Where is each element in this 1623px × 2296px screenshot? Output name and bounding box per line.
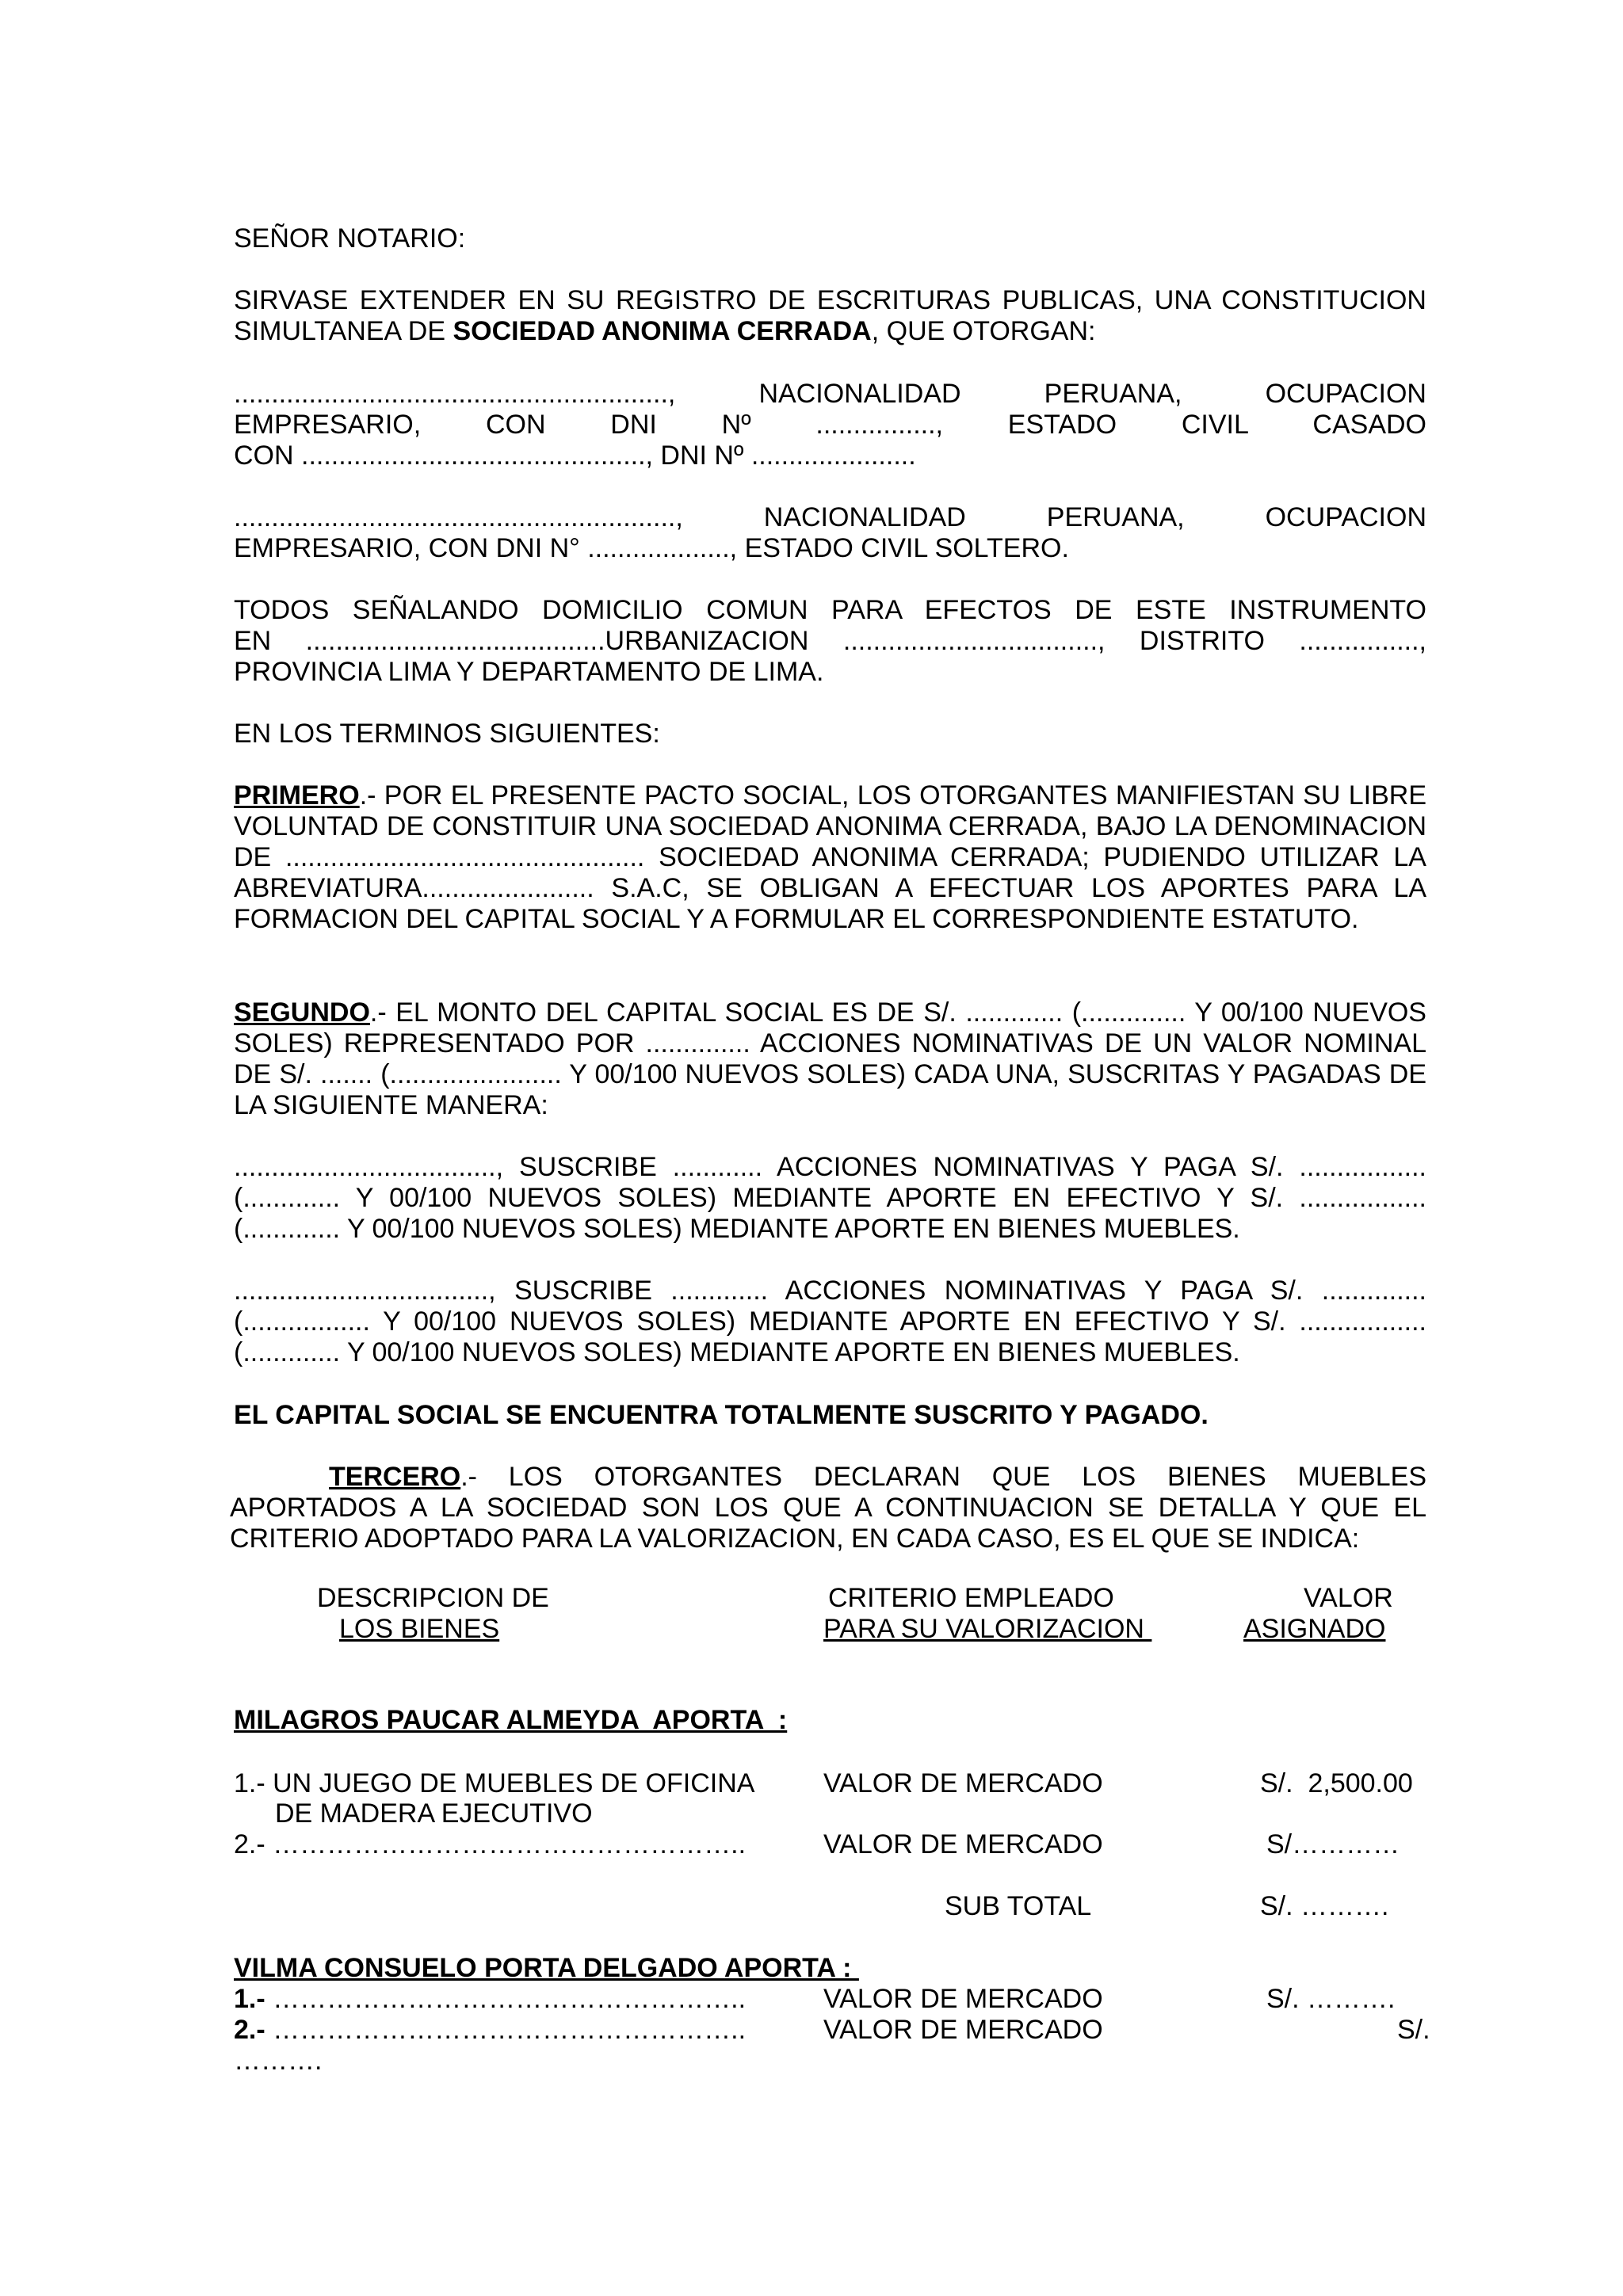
clause-tercero-text: .- LOS OTORGANTES DECLARAN QUE LOS BIENES MUEBLES APORTADOS A LA SOCIEDAD SON LOS QUE A CONTINUACION SE DETALLA Y QUE EL CRITERIO ADOPTADO PARA LA VALORIZACION, EN CADA CASO, ES EL QUE SE INDICA:	[230, 1462, 1426, 1554]
clause-segundo-label: SEGUNDO	[234, 997, 370, 1028]
group-2-item-1-number: 1.-	[234, 1984, 265, 2014]
group-2-item-1-description: ……………………………………………..	[265, 1984, 747, 2014]
domicile-line-3: PROVINCIA LIMA Y DEPARTAMENTO DE LIMA.	[234, 657, 824, 687]
group-2-item-2-number: 2.-	[234, 2015, 265, 2045]
party-1-line-1: .........................................................., NACIONALIDAD PERUANA, OCUPACION	[234, 379, 1426, 409]
group-1-title: MILAGROS PAUCAR ALMEYDA APORTA :	[234, 1705, 788, 1735]
subscriber-2-paragraph: .................................., SUSCRIBE ............. ACCIONES NOMINATIVAS Y PAGA S/. .............. (................. Y 00/100 NUEVOS SOLES) MEDIANTE APORTE EN EFECTIVO Y S/. ................. (............. Y 00/100 NUEVOS SOLES) MEDIANTE APORTE EN BIENES MUEBLES.	[234, 1276, 1426, 1367]
clause-segundo	[234, 997, 1426, 1121]
intro-text-pre: SIRVASE EXTENDER EN SU REGISTRO DE ESCRITURAS PUBLICAS, UNA CONSTITUCION SIMULTANEA DE	[234, 285, 1426, 346]
group-1-item-2-description: 2.- ……………………………………………..	[234, 1829, 747, 1859]
header-criterion-line-1: CRITERIO EMPLEADO	[828, 1583, 1114, 1613]
header-value-line-2: ASIGNADO	[1243, 1614, 1386, 1644]
intro-paragraph	[234, 285, 1426, 347]
clause-primero-text: .- POR EL PRESENTE PACTO SOCIAL, LOS OTORGANTES MANIFIESTAN SU LIBRE VOLUNTAD DE CONSTITUIR UNA SOCIEDAD ANONIMA CERRADA, BAJO LA DENOMINACION DE ................................................ SOCIEDAD ANONIMA CERRADA; PUDIENDO UTILIZAR LA ABREVIATURA....................... S.A.C, SE OBLIGAN A EFECTUAR LOS APORTES PARA LA FORMACION DEL CAPITAL SOCIAL Y A FORMULAR EL CORRESPONDIENTE ESTATUTO.	[234, 780, 1426, 934]
group-1-item-1-criterion: VALOR DE MERCADO	[823, 1768, 1103, 1798]
group-1-item-1-value: S/. 2,500.00	[1260, 1768, 1413, 1798]
group-2-item-2-value: S/.	[1397, 2015, 1430, 2045]
intro-text-post: , QUE OTORGAN:	[871, 316, 1096, 346]
intro-company-type: SOCIEDAD ANONIMA CERRADA	[453, 316, 872, 346]
party-1-paragraph	[234, 379, 1426, 471]
clause-tercero-label: TERCERO	[329, 1462, 461, 1492]
party-2-line-2: EMPRESARIO, CON DNI N° ..................., ESTADO CIVIL SOLTERO.	[234, 533, 1069, 563]
header-criterion-line-2: PARA SU VALORIZACION	[823, 1614, 1152, 1644]
group-2-item-2-description: ……………………………………………..	[265, 2015, 747, 2045]
clause-primero-label: PRIMERO	[234, 780, 360, 810]
domicile-line-1: TODOS SEÑALANDO DOMICILIO COMUN PARA EFECTOS DE ESTE INSTRUMENTO	[234, 595, 1426, 625]
domicile-line-2: EN ........................................URBANIZACION .................................., DISTRITO ................,	[234, 626, 1426, 656]
group-2-item-1-criterion: VALOR DE MERCADO	[823, 1984, 1103, 2014]
domicile-paragraph	[234, 595, 1426, 688]
group-2-item-2-criterion: VALOR DE MERCADO	[823, 2015, 1103, 2045]
clause-tercero	[230, 1462, 1426, 1554]
group-2-item-1	[234, 1984, 746, 2015]
group-2-item-1-value: S/. ……….	[1266, 1984, 1396, 2014]
group-1-item-2-value: S/…………	[1266, 1829, 1400, 1859]
party-2-paragraph	[234, 502, 1426, 564]
terms-intro: EN LOS TERMINOS SIGUIENTES:	[234, 719, 660, 749]
header-value-line-1: VALOR	[1304, 1583, 1393, 1613]
group-2-item-2	[234, 2015, 746, 2046]
header-description-line-2: LOS BIENES	[339, 1614, 500, 1644]
party-1-line-3: CON .............................................., DNI Nº ......................	[234, 441, 916, 471]
group-1-subtotal-value: S/. ……….	[1260, 1891, 1389, 1921]
party-2-line-1: ..........................................................., NACIONALIDAD PERUANA, OCUPACION	[234, 502, 1426, 532]
group-1-item-1-description: 1.- UN JUEGO DE MUEBLES DE OFICINA	[234, 1768, 755, 1798]
party-1-line-2: EMPRESARIO, CON DNI Nº ................, ESTADO CIVIL CASADO	[234, 410, 1426, 440]
group-2-item-2-value-cont: ……….	[234, 2046, 323, 2076]
group-1-subtotal-label: SUB TOTAL	[945, 1891, 1092, 1921]
clause-segundo-text: .- EL MONTO DEL CAPITAL SOCIAL ES DE S/. ............. (.............. Y 00/100 NUEVOS SOLES) REPRESENTADO POR .............. ACCIONES NOMINATIVAS DE UN VALOR NOMINAL DE S/. ....... (....................... Y 00/100 NUEVOS SOLES) CADA UNA, SUSCRITAS Y PAGADAS DE LA SIGUIENTE MANERA:	[234, 997, 1426, 1120]
header-description-line-1: DESCRIPCION DE	[317, 1583, 549, 1613]
capital-statement: EL CAPITAL SOCIAL SE ENCUENTRA TOTALMENTE SUSCRITO Y PAGADO.	[234, 1400, 1209, 1430]
notary-heading: SEÑOR NOTARIO:	[234, 223, 466, 254]
group-2-title: VILMA CONSUELO PORTA DELGADO APORTA :	[234, 1953, 859, 1983]
subscriber-1-paragraph: ..................................., SUSCRIBE ............ ACCIONES NOMINATIVAS Y PAGA S/. ................. (............. Y 00/100 NUEVOS SOLES) MEDIANTE APORTE EN EFECTIVO Y S/. ................. (............. Y 00/100 NUEVOS SOLES) MEDIANTE APORTE EN BIENES MUEBLES.	[234, 1152, 1426, 1244]
clause-primero	[234, 780, 1426, 935]
group-1-item-2-criterion: VALOR DE MERCADO	[823, 1829, 1103, 1859]
group-1-item-1-description-cont: DE MADERA EJECUTIVO	[275, 1798, 593, 1829]
